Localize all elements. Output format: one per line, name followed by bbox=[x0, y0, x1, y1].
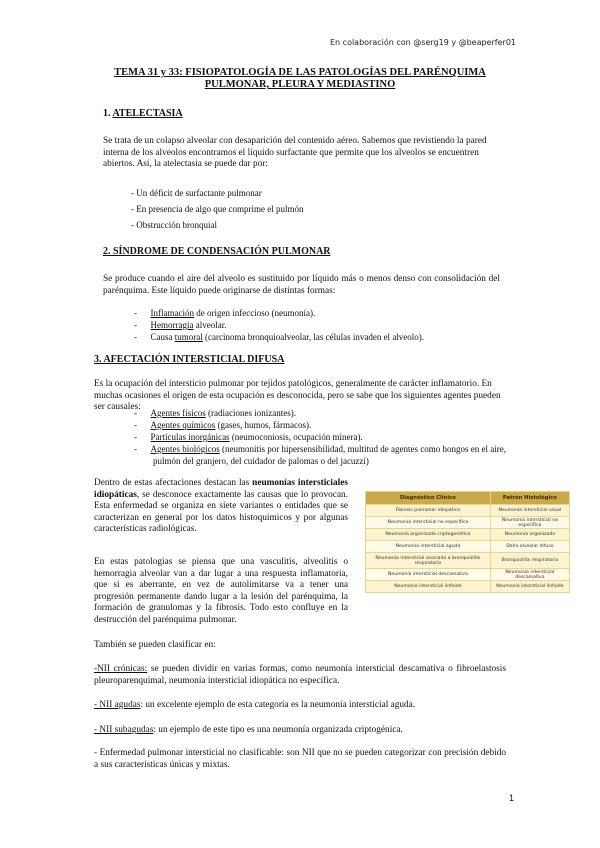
list-item: - Agentes químicos (gases, humos, fármacos). bbox=[134, 420, 312, 430]
list-item: - Agentes físicos (radiaciones ionizantes). bbox=[134, 408, 296, 418]
table-cell: Neumonía intersticial no específica bbox=[366, 517, 491, 529]
list-item: - En presencia de algo que comprime el pulmón bbox=[131, 204, 304, 214]
list-item: - Hemorragia alveolar. bbox=[134, 320, 227, 330]
table-row bbox=[366, 553, 570, 569]
list-item: - Obstrucción bronquial bbox=[131, 220, 217, 230]
title-line-1: TEMA 31 y 33: FISIOPATOLOGÍA DE LAS PATOLOGÍAS DEL PARÉNQUIMA bbox=[114, 67, 486, 78]
title-line-2: PULMONAR, PLEURA Y MEDIASTINO bbox=[204, 79, 396, 90]
list-item: - Causa tumoral (carcinoma bronquioalveolar, las células invaden el alveolo). bbox=[134, 332, 425, 342]
table-cell: Bronquiolitis respiratoria bbox=[490, 553, 569, 569]
section-1-text: Se trata de un colapso alveolar con desaparición del contenido aéreo. Sabemos que revistiendo la pared interna de los alveolos encontramos el líquido surfactante que permite que los alveolos se encuentren abiertos. Así, la atelectasia se puede dar por: bbox=[103, 136, 487, 169]
list-item: - Inflamación de origen infeccioso (neumonía). bbox=[134, 308, 316, 318]
table-cell: Neumonía intersticial usual bbox=[490, 505, 569, 517]
section-2-list bbox=[134, 307, 504, 343]
section-2-title: 2. SÍNDROME DE CONDENSACIÓN PULMONAR bbox=[103, 246, 331, 257]
table-cell: Neumonía intersticial asociada a bronquiolitis respiratoria bbox=[366, 553, 491, 569]
classification-intro: También se pueden clasificar en: bbox=[94, 640, 216, 650]
table-row bbox=[366, 517, 570, 529]
section-2-text: Se produce cuando el aire del alveolo es sustituido por líquido más o menos denso con consolidación del parénquima. Este líquido puede originarse de distintas formas: bbox=[103, 274, 500, 296]
table-cell: Neumonía intersticial aguda bbox=[366, 541, 491, 553]
table-cell: Daño alveolar difuso bbox=[490, 541, 569, 553]
nii-chronic: -NII crónicas: se pueden dividir en varias formas, como neumonía intersticial descamativa o fibroelastosis pleuroparenquimal, neumonía intersticial idiopática no específica. bbox=[94, 664, 507, 686]
table-header-cell: Diagnóstico Clínico bbox=[366, 492, 491, 505]
diagnosis-table bbox=[365, 491, 570, 593]
table-cell: Fibrosis pulmonar idiopática bbox=[366, 505, 491, 517]
list-item: - Partículas inorgánicas (neumoconiosis, ocupación minera). bbox=[134, 432, 363, 442]
table-row bbox=[366, 541, 570, 553]
page-header-credit: En colaboración con @serg19 y @beaperfer01 bbox=[330, 38, 516, 47]
section-3-heading bbox=[94, 354, 284, 365]
paragraph-idiopathic: Dentro de estas afectaciones destacan las neumonías intersticiales idiopáticas, se desconoce exactamente las causas que lo provocan. Esta enfermedad se organiza en siete variantes o entidades que se caracterizan en general por los datos histoquímicos y por algunas características radiológicas. bbox=[94, 478, 348, 534]
list-item: - Agentes biológicos (neumonitis por hipersensibilidad, multitud de agentes como hongos en el aire, pulmón del granjero, del cuidador de palomas o del jacuzzi) bbox=[134, 444, 506, 466]
table-cell: Neumonía intersticial descamativa bbox=[366, 569, 491, 581]
section-1-list bbox=[131, 187, 303, 231]
section-3-title: 3. AFECTACIÓN INTERSTICIAL DIFUSA bbox=[94, 354, 285, 365]
section-1-heading bbox=[103, 108, 183, 119]
nii-subacute: - NII subagudas: un ejemplo de este tipo es una neumonía organizada criptogénica. bbox=[94, 725, 403, 735]
nii-unclassifiable: - Enfermedad pulmonar intersticial no clasificable: son NII que no se pueden categorizar con precisión debido a sus características únicas y mixtas. bbox=[94, 748, 506, 770]
table-cell: Neumonía intersticial linfoide bbox=[366, 581, 491, 593]
table-row bbox=[366, 505, 570, 517]
table-cell: Neumonía intersticial descamativa bbox=[490, 569, 569, 581]
paragraph-pathogenesis: En estas patologías se piensa que una vasculitis, alveolitis o hemorragia alveolar van a dar lugar a una respuesta inflamatoria, que si es aberrante, en vez de autolimitarse va a tener una progresión permanente dando lugar a la lesión del parénquima, la formación de granulomas y la fibrosis. Todo esto confluye en la destrucción del parénquima pulmonar. bbox=[94, 557, 348, 625]
section-3-agents-list bbox=[134, 407, 508, 467]
table-cell: Neumonía organizada criptogenética bbox=[366, 529, 491, 541]
section-3-intro: Es la ocupación del intersticio pulmonar por tejidos patológicos, generalmente de carácter inflamatorio. En muchas ocasiones el origen de esta ocupación es desconocida, pero se sabe que los siguientes agentes pueden ser causales: bbox=[94, 379, 501, 412]
nii-acute: - NII agudas: un excelente ejemplo de esta categoría es la neumonía intersticial aguda. bbox=[94, 700, 416, 710]
section-2-heading bbox=[103, 246, 331, 257]
document-title bbox=[95, 67, 505, 91]
table-cell: Neumonía intersticial no específica bbox=[490, 517, 569, 529]
section-1-title: ATELECTASIA bbox=[112, 108, 183, 119]
table-header-cell: Patrón Histológico bbox=[490, 492, 569, 505]
table-row bbox=[366, 529, 570, 541]
page-number: 1 bbox=[508, 793, 514, 803]
section-1-number: 1. bbox=[103, 108, 113, 119]
table-cell: Neumonía intersticial linfoide bbox=[490, 581, 569, 593]
table-cell: Neumonía organizada bbox=[490, 529, 569, 541]
table-row bbox=[366, 581, 570, 593]
list-item: - Un déficit de surfactante pulmonar bbox=[131, 188, 262, 198]
table-header-row bbox=[366, 492, 570, 505]
table-row bbox=[366, 569, 570, 581]
